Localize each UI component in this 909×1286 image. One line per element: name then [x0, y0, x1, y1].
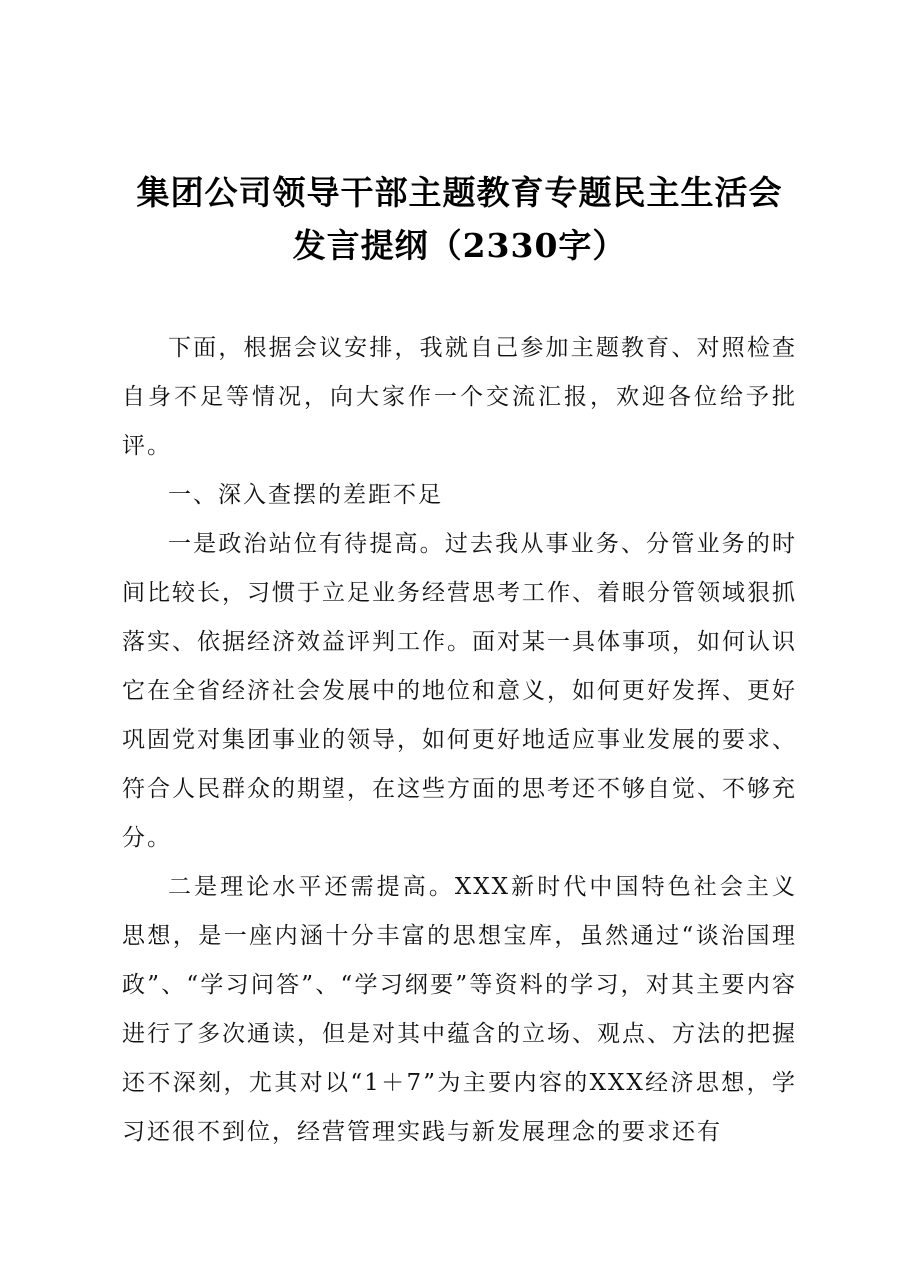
paragraph-theory-level: 二是理论水平还需提高。XXX新时代中国特色社会主义思想，是一座内涵十分丰富的思想宝库，虽然通过“谈治国理政”、“学习问答”、“学习纲要”等资料的学习，对其主要内容进行了多次通读，但是对其中蕴含的立场、观点、方法的把握还不深刻，尤其对以“1＋7”为主要内容的XXX经济思想，学习还很不到位，经营管理实践与新发展理念的要求还有	[122, 874, 797, 1145]
document-title: 集团公司领导干部主题教育专题民主生活会发言提纲（2330字）	[136, 173, 783, 265]
document-body	[122, 324, 797, 1157]
paragraph-intro: 下面，根据会议安排，我就自己参加主题教育、对照检查自身不足等情况，向大家作一个交流汇报，欢迎各位给予批评。	[122, 335, 797, 459]
paragraph-political-stance: 一是政治站位有待提高。过去我从事业务、分管业务的时间比较长，习惯于立足业务经营思考工作、着眼分管领域狠抓落实、依据经济效益评判工作。面对某一具体事项，如何认识它在全省经济社会发展中的地位和意义，如何更好发挥、更好巩固党对集团事业的领导，如何更好地适应事业发展的要求、符合人民群众的期望，在这些方面的思考还不够自觉、不够充分。	[122, 531, 797, 851]
section-heading: 一、深入查摆的差距不足	[168, 482, 443, 508]
